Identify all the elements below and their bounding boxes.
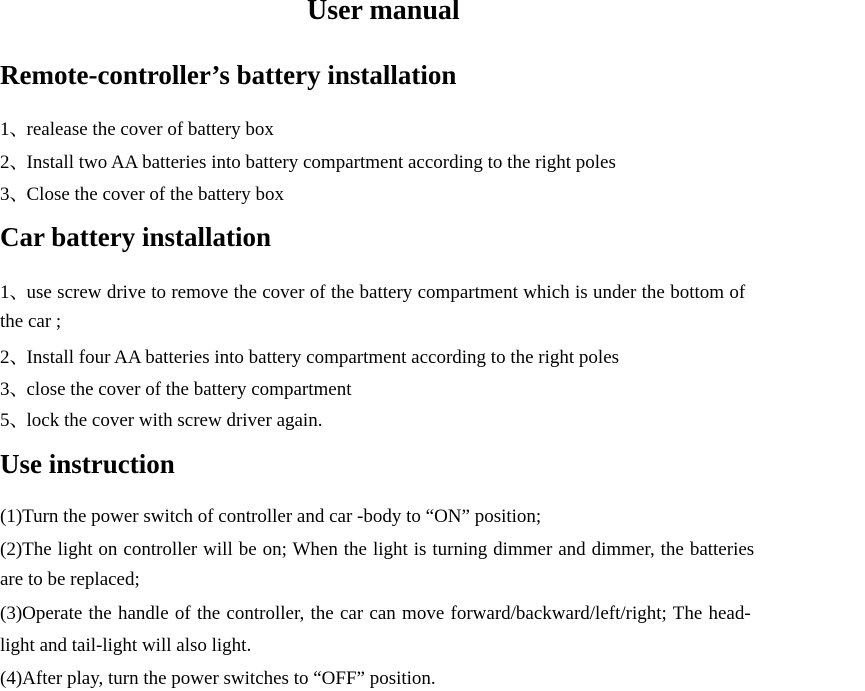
item-text: use screw drive to remove the cover of the battery compartment which is under the bottom of xyxy=(26,282,746,303)
list-item xyxy=(0,405,322,432)
item-text: realease the cover of battery box xyxy=(26,119,274,140)
item-separator: 、 xyxy=(9,184,29,205)
item-separator: 、 xyxy=(9,347,29,368)
item-separator: 、 xyxy=(9,119,29,140)
item-text: Install two AA batteries into battery compartment according to the right poles xyxy=(26,152,616,173)
instruction-item: (4)After play, turn the power switches to “OFF” position. xyxy=(0,668,436,689)
item-separator: 、 xyxy=(9,379,29,400)
page-title: User manual xyxy=(307,0,460,26)
item-text: Close the cover of the battery box xyxy=(26,184,284,205)
item-number: 2 xyxy=(0,347,10,368)
list-item-line xyxy=(0,277,745,304)
list-item xyxy=(0,374,351,401)
item-separator: 、 xyxy=(9,410,29,431)
list-item xyxy=(0,277,865,304)
item-text: lock the cover with screw driver again. xyxy=(26,410,323,431)
list-item xyxy=(0,147,616,174)
item-separator: 、 xyxy=(9,282,29,303)
item-separator: 、 xyxy=(9,152,29,173)
item-number: 5 xyxy=(0,410,10,431)
item-text: close the cover of the battery compartment xyxy=(26,379,352,400)
list-item xyxy=(0,342,619,369)
instruction-item: (1)Turn the power switch of controller and car -body to “ON” position; xyxy=(0,506,542,527)
instruction-item-continuation: are to be replaced; xyxy=(0,569,140,590)
instruction-item-continuation: light and tail-light will also light. xyxy=(0,635,252,656)
item-number: 1 xyxy=(0,282,10,303)
instruction-item: (2)The light on controller will be on; When the light is turning dimmer and dimmer, the batteries xyxy=(0,539,755,560)
instruction-item: (3)Operate the handle of the controller, the car can move forward/backward/left/right; The head- xyxy=(0,603,751,624)
item-number: 3 xyxy=(0,184,10,205)
item-number: 3 xyxy=(0,379,10,400)
item-number: 2 xyxy=(0,152,10,173)
list-item xyxy=(0,114,274,141)
list-item-continuation: the car ; xyxy=(0,311,62,332)
section-heading-remote: Remote-controller’s battery installation xyxy=(0,60,457,90)
section-heading-use: Use instruction xyxy=(0,449,175,479)
section-heading-car: Car battery installation xyxy=(0,222,271,252)
item-text: Install four AA batteries into battery compartment according to the right poles xyxy=(26,347,620,368)
list-item xyxy=(0,179,284,206)
item-number: 1 xyxy=(0,119,10,140)
